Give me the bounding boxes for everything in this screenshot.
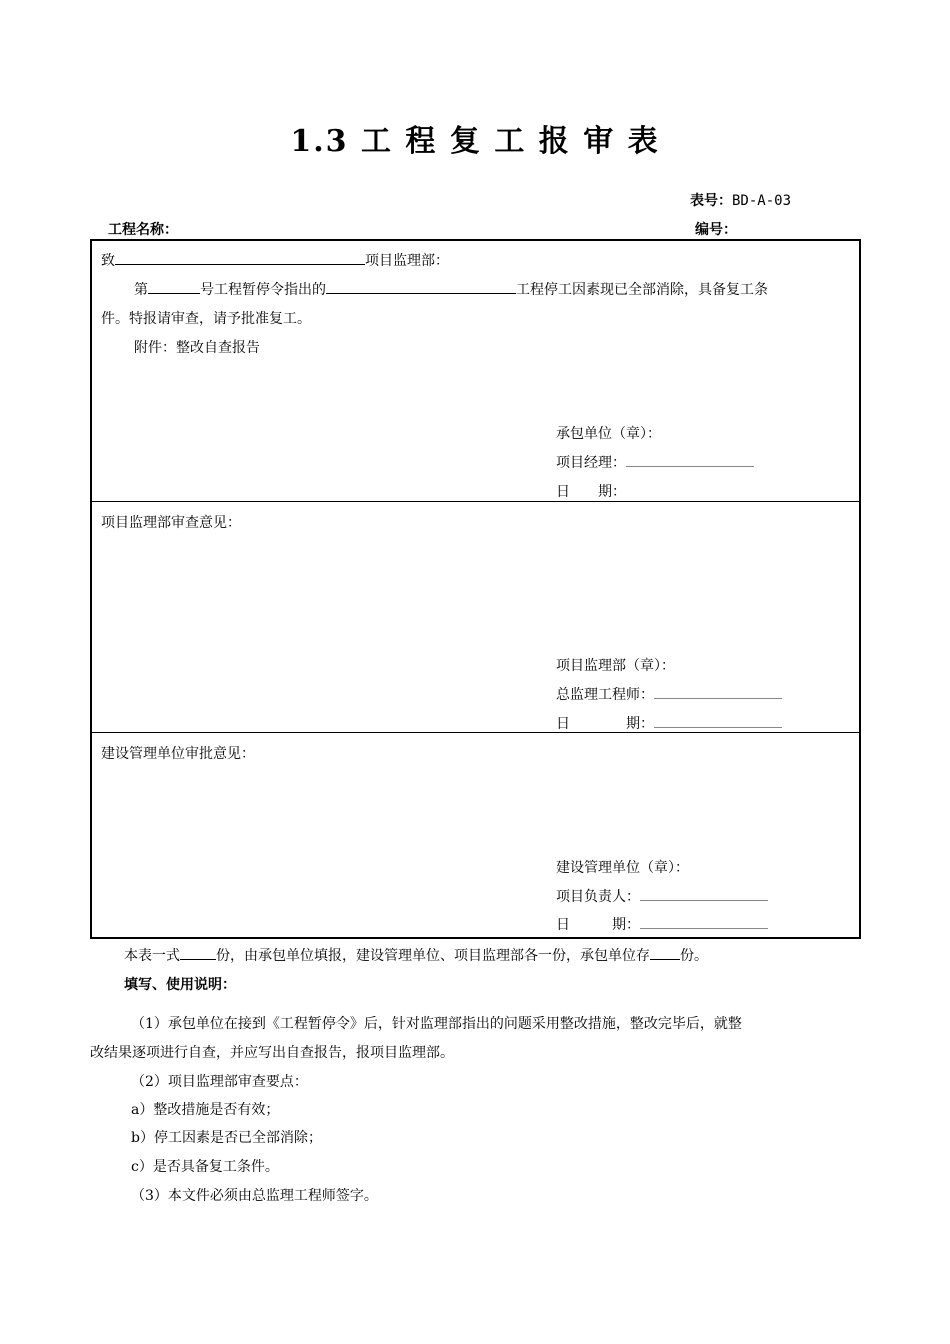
owner-approval-heading: 建设管理单位审批意见：: [101, 746, 255, 762]
copies-part-c: 份。: [680, 948, 708, 964]
serial-number-label: 编号：: [695, 222, 737, 238]
project-leader-line: [556, 886, 768, 906]
section1-date-label: 日 期：: [556, 484, 626, 500]
addressee-prefix: 致: [101, 253, 115, 269]
project-leader-signature[interactable]: [640, 886, 768, 901]
instruction-3: （3）本文件必须由总监理工程师签字。: [131, 1188, 378, 1204]
copies-blank-2[interactable]: [650, 945, 680, 960]
statement-part-b: 号工程暂停令指出的: [200, 282, 326, 298]
section3-date-label: 日 期：: [556, 917, 640, 933]
instruction-2: （2）项目监理部审查要点：: [131, 1074, 308, 1090]
contractor-seal-label: 承包单位（章）：: [556, 426, 661, 442]
section-divider-1: [91, 501, 859, 502]
instruction-2c: c）是否具备复工条件。: [131, 1159, 279, 1175]
statement-part-a: 第: [134, 282, 148, 298]
addressee-suffix: 项目监理部：: [365, 253, 449, 269]
instruction-2b: b）停工因素是否已全部消除；: [131, 1130, 322, 1146]
instructions-heading: 填写、使用说明：: [124, 977, 236, 993]
statement-line-1: [134, 279, 768, 299]
form-number-value: BD-A-03: [732, 193, 792, 209]
supervision-review-heading: 项目监理部审查意见：: [101, 515, 241, 531]
project-manager-line: [556, 452, 754, 472]
chief-engineer-label: 总监理工程师：: [556, 687, 654, 703]
project-manager-signature[interactable]: [626, 452, 754, 467]
instruction-2a: a）整改措施是否有效；: [131, 1102, 280, 1118]
section3-date-line: [556, 914, 768, 934]
copies-blank-1[interactable]: [180, 945, 216, 960]
instruction-1b: 改结果逐项进行自查，并应写出自查报告，报项目监理部。: [90, 1045, 454, 1061]
form-number-label: 表号：: [690, 193, 732, 209]
section2-date-label: 日 期：: [556, 716, 654, 732]
section2-date-blank[interactable]: [654, 713, 782, 728]
project-manager-label: 项目经理：: [556, 455, 626, 471]
statement-line-2: 件。特报请审查，请予批准复工。: [101, 311, 311, 327]
copies-part-b: 份，由承包单位填报，建设管理单位、项目监理部各一份，承包单位存: [216, 948, 650, 964]
form-number: [690, 190, 791, 210]
project-leader-label: 项目负责人：: [556, 889, 640, 905]
project-name-label: 工程名称：: [108, 222, 178, 238]
addressee-blank[interactable]: [115, 250, 365, 265]
section2-date-line: [556, 713, 782, 733]
page-title: 1.3 工 程 复 工 报 审 表: [290, 124, 660, 159]
statement-part-c: 工程停工因素现已全部消除，具备复工条: [516, 282, 768, 298]
order-number-blank[interactable]: [148, 279, 200, 294]
instruction-1a: （1）承包单位在接到《工程暂停令》后，针对监理部指出的问题采用整改措施，整改完毕后，就整: [131, 1016, 742, 1032]
project-blank[interactable]: [326, 279, 516, 294]
section3-date-blank[interactable]: [640, 914, 768, 929]
chief-engineer-line: [556, 684, 782, 704]
owner-seal-label: 建设管理单位（章）：: [556, 860, 689, 876]
chief-engineer-signature[interactable]: [654, 684, 782, 699]
attachment-note: 附件：整改自查报告: [134, 340, 260, 356]
copies-note: [124, 945, 708, 965]
supervision-seal-label: 项目监理部（章）：: [556, 658, 675, 674]
addressee-line: [101, 250, 449, 270]
copies-part-a: 本表一式: [124, 948, 180, 964]
